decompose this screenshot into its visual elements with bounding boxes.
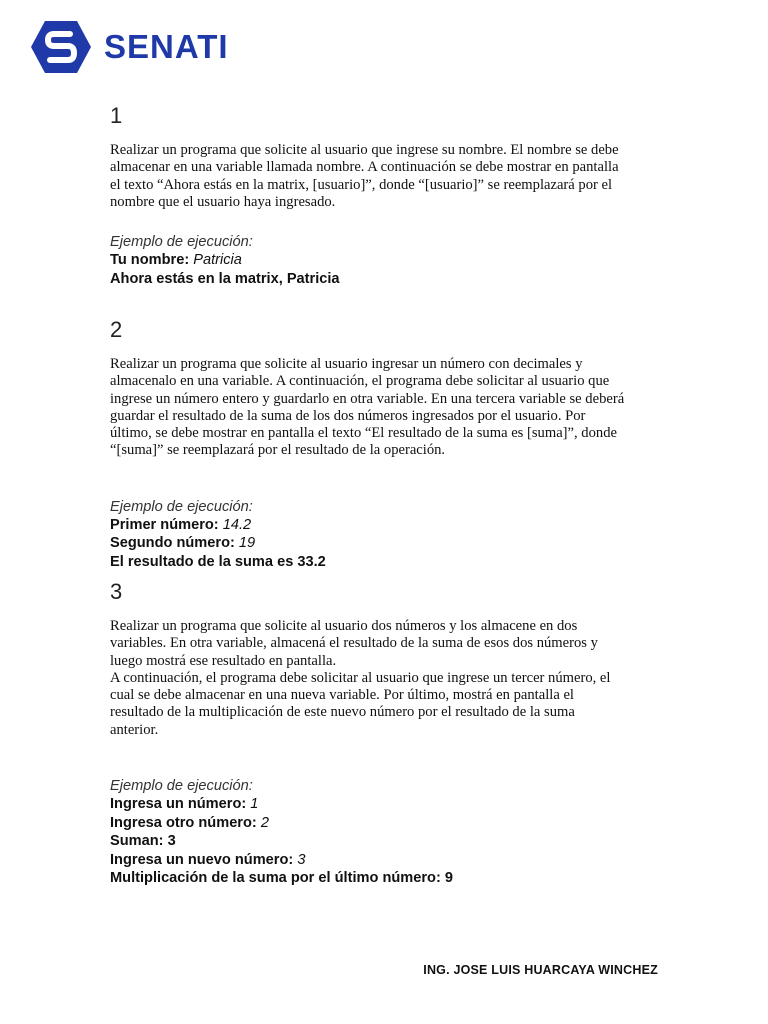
example-label: Suman:	[110, 833, 164, 850]
example-value: 9	[444, 870, 454, 887]
example-block	[110, 777, 610, 888]
exercise-1	[110, 100, 619, 288]
example-line	[110, 251, 619, 270]
example-title: Ejemplo de ejecución:	[110, 498, 253, 515]
example-label: Ahora estás en la matrix, Patricia	[110, 270, 340, 287]
senati-emblem-icon	[30, 20, 92, 74]
example-value: 3	[297, 851, 306, 868]
example-line	[110, 553, 624, 572]
example-title: Ejemplo de ejecución:	[110, 778, 253, 795]
example-line	[110, 516, 624, 535]
example-label: Ingresa un número:	[110, 796, 247, 813]
example-line	[110, 270, 619, 289]
exercise-description: Realizar un programa que solicite al usuario dos números y los almacene en dos variables. En otra variable, almacená el resultado de la suma de esos dos números y luego mostrá ese resultado en pantalla. A continuación, el programa debe solicitar al usuario que ingrese un tercer número, el cual se debe almacenar en una nueva variable. Por último, mostrá en pantalla el resultado de la multiplicación de este nuevo número por el resultado de la suma anterior.	[110, 618, 611, 738]
example-value: Patricia	[193, 252, 242, 269]
example-label: Ingresa otro número:	[110, 814, 257, 831]
exercise-number: 3	[110, 579, 123, 604]
example-block	[110, 498, 624, 572]
example-label: El resultado de la suma es 33.2	[110, 553, 326, 570]
example-label: Segundo número:	[110, 535, 235, 552]
example-label: Multiplicación de la suma por el último número:	[110, 870, 441, 887]
author-footer: ING. JOSE LUIS HUARCAYA WINCHEZ	[423, 963, 658, 977]
exercise-3	[110, 576, 610, 888]
example-label: Ingresa un nuevo número:	[110, 851, 294, 868]
example-title: Ejemplo de ejecución:	[110, 234, 253, 251]
example-value: 19	[238, 535, 256, 552]
exercise-2	[110, 314, 624, 571]
example-value: 3	[167, 833, 176, 850]
exercise-number: 2	[110, 317, 123, 342]
logo-text: SENATI	[104, 28, 229, 65]
example-line	[110, 814, 610, 833]
exercise-description: Realizar un programa que solicite al usuario ingresar un número con decimales y almacenalo en una variable. A continuación, el programa debe solicitar al usuario que ingrese un número entero y guardarlo en otra variable. En una tercera variable se deberá guardar el resultado de la suma de los dos números ingresados por el usuario. Por último, se debe mostrar en pantalla el texto “El resultado de la suma es [suma]”, donde “[suma]” se reemplazará por el resultado de la operación.	[110, 356, 625, 459]
example-line	[110, 851, 610, 870]
example-line	[110, 795, 610, 814]
example-line	[110, 832, 610, 851]
exercise-number: 1	[110, 103, 123, 128]
example-line	[110, 869, 610, 888]
example-block	[110, 233, 619, 288]
example-value: 2	[260, 814, 269, 831]
example-label: Tu nombre:	[110, 252, 190, 269]
example-label: Primer número:	[110, 516, 219, 533]
exercise-description: Realizar un programa que solicite al usuario que ingrese su nombre. El nombre se debe almacenar en una variable llamada nombre. A continuación se debe mostrar en pantalla el texto “Ahora estás en la matrix, [usuario]”, donde “[usuario]” se reemplazará por el nombre que el usuario haya ingresado.	[110, 142, 619, 210]
example-line	[110, 534, 624, 553]
example-value: 1	[250, 796, 259, 813]
senati-logo	[30, 20, 229, 74]
example-value: 14.2	[222, 516, 252, 533]
